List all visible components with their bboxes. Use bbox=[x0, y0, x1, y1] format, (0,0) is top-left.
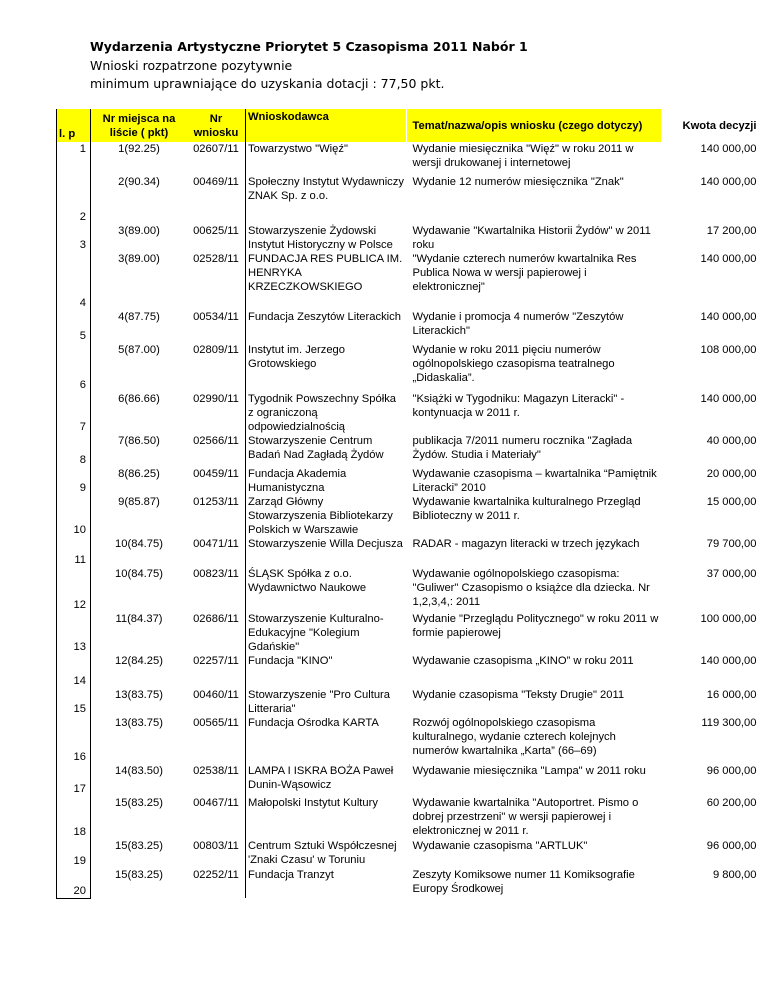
row-topic: Wydanie miesięcznika "Więź" w roku 2011 w wersji drukowanej i internetowej bbox=[412, 143, 634, 169]
row-rank: 14(83.50) bbox=[115, 765, 163, 777]
row-application-number: 00803/11 bbox=[187, 839, 246, 868]
row-lp: 20 bbox=[57, 868, 91, 898]
table-row bbox=[57, 839, 763, 868]
col-topic-header: Temat/nazwa/opis wniosku (czego dotyczy) bbox=[407, 109, 661, 142]
row-application-number: 00565/11 bbox=[187, 716, 246, 764]
row-lp: 7 bbox=[57, 392, 91, 434]
table-row bbox=[57, 567, 763, 612]
row-applicant: Społeczny Instytut Wydawniczy ZNAK Sp. z o.o. bbox=[248, 176, 404, 202]
table-row bbox=[57, 495, 763, 537]
row-lp: 10 bbox=[57, 495, 91, 537]
row-application-number: 00823/11 bbox=[187, 567, 246, 612]
row-application-number: 00469/11 bbox=[187, 175, 246, 224]
row-amount: 20 000,00 bbox=[706, 468, 757, 480]
table-row bbox=[57, 537, 763, 567]
row-amount: 60 200,00 bbox=[706, 797, 757, 809]
row-rank: 10(84.75) bbox=[115, 538, 163, 550]
row-topic: Wydawanie "Kwartalnika Historii Żydów" w 2011 roku bbox=[412, 225, 651, 251]
row-rank: 2(90.34) bbox=[118, 176, 160, 188]
row-topic: Wydanie "Przeglądu Politycznego" w roku 2011 w formie papierowej bbox=[412, 613, 659, 639]
table-row bbox=[57, 654, 763, 688]
row-amount: 140 000,00 bbox=[700, 176, 757, 188]
row-applicant: LAMPA I ISKRA BOŻA Paweł Dunin-Wąsowicz bbox=[248, 765, 394, 791]
row-rank: 13(83.75) bbox=[115, 717, 163, 729]
col-amount-header: Kwota decyzji bbox=[661, 109, 763, 142]
row-applicant: Fundacja "KINO" bbox=[248, 655, 333, 667]
row-topic: Wydawanie czasopisma "ARTLUK" bbox=[412, 840, 588, 852]
row-amount: 9 800,00 bbox=[712, 869, 757, 881]
row-applicant: Towarzystwo "Więź" bbox=[248, 143, 348, 155]
row-application-number: 02607/11 bbox=[187, 142, 246, 175]
row-topic: Zeszyty Komiksowe numer 11 Komiksografie Europy Środkowej bbox=[412, 869, 635, 895]
row-topic: Wydawanie ogólnopolskiego czasopisma: "Guliwer" Czasopismo o książce dla dziecka. Nr 1,2,3,4,: 2011 bbox=[412, 568, 650, 608]
row-rank: 3(89.00) bbox=[118, 225, 160, 237]
row-application-number: 02809/11 bbox=[187, 343, 246, 392]
table-row bbox=[57, 764, 763, 796]
row-lp: 15 bbox=[57, 688, 91, 716]
row-lp: 12 bbox=[57, 567, 91, 612]
table-row bbox=[57, 224, 763, 252]
row-amount: 17 200,00 bbox=[706, 225, 757, 237]
row-lp: 17 bbox=[57, 764, 91, 796]
row-rank: 3(89.00) bbox=[118, 253, 160, 265]
row-amount: 140 000,00 bbox=[700, 253, 757, 265]
row-application-number: 02686/11 bbox=[187, 612, 246, 654]
row-topic: Wydawanie czasopisma – kwartalnika “Pamiętnik Literacki” 2010 bbox=[412, 468, 657, 494]
table-row bbox=[57, 868, 763, 898]
col-nr-header: Nr wniosku bbox=[187, 109, 246, 142]
row-rank: 15(83.25) bbox=[115, 840, 163, 852]
row-topic: "Książki w Tygodniku: Magazyn Literacki" - kontynuacja w 2011 r. bbox=[412, 393, 625, 419]
row-amount: 79 700,00 bbox=[706, 538, 757, 550]
table-header-row bbox=[57, 109, 763, 142]
table-row bbox=[57, 467, 763, 495]
row-topic: "Wydanie czterech numerów kwartalnika Res Publica Nowa w wersji papierowej i elektronicznej" bbox=[412, 253, 637, 293]
row-application-number: 02252/11 bbox=[187, 868, 246, 898]
row-amount: 16 000,00 bbox=[706, 689, 757, 701]
table-row bbox=[57, 175, 763, 224]
row-rank: 8(86.25) bbox=[118, 468, 160, 480]
table-row bbox=[57, 796, 763, 839]
row-applicant: FUNDACJA RES PUBLICA IM. HENRYKA KRZECZKOWSKIEGO bbox=[248, 253, 403, 293]
row-lp: 13 bbox=[57, 612, 91, 654]
row-rank: 12(84.25) bbox=[115, 655, 163, 667]
row-lp: 19 bbox=[57, 839, 91, 868]
row-applicant: Stowarzyszenie Żydowski Instytut Historyczny w Polsce bbox=[248, 225, 393, 251]
row-amount: 108 000,00 bbox=[700, 344, 757, 356]
row-applicant: Instytut im. Jerzego Grotowskiego bbox=[248, 344, 345, 370]
col-rank-header: Nr miejsca na liście ( pkt) bbox=[91, 109, 188, 142]
row-applicant: Stowarzyszenie Centrum Badań Nad Zagładą Żydów bbox=[248, 435, 384, 461]
document-header bbox=[90, 38, 528, 94]
row-application-number: 01253/11 bbox=[187, 495, 246, 537]
col-applicant-header: Wnioskodawca bbox=[246, 109, 407, 142]
row-amount: 40 000,00 bbox=[706, 435, 757, 447]
col-lp-header: l. p bbox=[57, 109, 91, 142]
row-lp: 9 bbox=[57, 467, 91, 495]
row-application-number: 00471/11 bbox=[187, 537, 246, 567]
row-amount: 140 000,00 bbox=[700, 393, 757, 405]
row-topic: RADAR - magazyn literacki w trzech językach bbox=[412, 538, 640, 550]
row-applicant: Stowarzyszenie Willa Decjusza bbox=[248, 538, 403, 550]
table-row bbox=[57, 142, 763, 175]
row-lp: 11 bbox=[57, 537, 91, 567]
row-lp: 16 bbox=[57, 716, 91, 764]
row-topic: Wydanie w roku 2011 pięciu numerów ogólnopolskiego czasopisma teatralnego „Didaskalia”. bbox=[412, 344, 615, 384]
row-lp: 3 bbox=[57, 224, 91, 252]
row-topic: Wydanie 12 numerów miesięcznika "Znak" bbox=[412, 176, 624, 188]
row-lp: 4 bbox=[57, 252, 91, 310]
table-row bbox=[57, 252, 763, 310]
row-rank: 6(86.66) bbox=[118, 393, 160, 405]
row-applicant: Stowarzyszenie Kulturalno-Edukacyjne "Kolegium Gdańskie" bbox=[248, 613, 384, 653]
row-lp: 14 bbox=[57, 654, 91, 688]
row-amount: 119 300,00 bbox=[701, 717, 757, 729]
row-amount: 140 000,00 bbox=[700, 143, 757, 155]
row-topic: Wydawanie kwartalnika "Autoportret. Pismo o dobrej przestrzeni" w wersji papierowej i elektronicznej w 2011 r. bbox=[412, 797, 639, 837]
doc-title: Wydarzenia Artystyczne Priorytet 5 Czasopisma 2011 Nabór 1 bbox=[90, 39, 528, 54]
row-application-number: 00460/11 bbox=[187, 688, 246, 716]
row-applicant: Małopolski Instytut Kultury bbox=[248, 797, 378, 809]
table-row bbox=[57, 688, 763, 716]
row-application-number: 02538/11 bbox=[187, 764, 246, 796]
table-row bbox=[57, 343, 763, 392]
row-application-number: 00467/11 bbox=[187, 796, 246, 839]
row-lp: 6 bbox=[57, 343, 91, 392]
row-application-number: 02257/11 bbox=[187, 654, 246, 688]
row-applicant: Fundacja Tranzyt bbox=[248, 869, 334, 881]
row-amount: 96 000,00 bbox=[706, 765, 757, 777]
table-row bbox=[57, 716, 763, 764]
row-application-number: 02990/11 bbox=[187, 392, 246, 434]
row-rank: 4(87.75) bbox=[118, 311, 160, 323]
row-rank: 9(85.87) bbox=[118, 496, 160, 508]
row-amount: 15 000,00 bbox=[706, 496, 757, 508]
grants-table bbox=[56, 109, 763, 899]
row-rank: 15(83.25) bbox=[115, 869, 163, 881]
row-lp: 2 bbox=[57, 175, 91, 224]
row-applicant: Tygodnik Powszechny Spółka z ograniczoną odpowiedzialnością bbox=[248, 393, 397, 433]
row-amount: 96 000,00 bbox=[706, 840, 757, 852]
row-applicant: Stowarzyszenie "Pro Cultura Litteraria" bbox=[248, 689, 391, 715]
row-topic: Wydawanie kwartalnika kulturalnego Przegląd Biblioteczny w 2011 r. bbox=[412, 496, 641, 522]
row-lp: 8 bbox=[57, 434, 91, 467]
row-topic: Rozwój ogólnopolskiego czasopisma kulturalnego, wydanie czterech kolejnych numerów kwartalnika „Karta” (66–69) bbox=[412, 717, 616, 757]
row-applicant: Centrum Sztuki Współczesnej 'Znaki Czasu' w Toruniu bbox=[248, 840, 397, 866]
row-topic: Wydawanie miesięcznika "Lampa" w 2011 roku bbox=[412, 765, 646, 777]
row-amount: 140 000,00 bbox=[700, 655, 757, 667]
row-topic: Wydanie czasopisma "Teksty Drugie" 2011 bbox=[412, 689, 625, 701]
row-application-number: 00534/11 bbox=[187, 310, 246, 343]
row-applicant: Fundacja Ośrodka KARTA bbox=[248, 717, 379, 729]
table-row bbox=[57, 612, 763, 654]
row-application-number: 02528/11 bbox=[187, 252, 246, 310]
row-applicant: Fundacja Akademia Humanistyczna bbox=[248, 468, 347, 494]
row-rank: 5(87.00) bbox=[118, 344, 160, 356]
row-rank: 15(83.25) bbox=[115, 797, 163, 809]
row-rank: 10(84.75) bbox=[115, 568, 163, 580]
row-application-number: 00625/11 bbox=[187, 224, 246, 252]
row-rank: 1(92.25) bbox=[118, 143, 160, 155]
row-applicant: Fundacja Zeszytów Literackich bbox=[248, 311, 401, 323]
row-amount: 140 000,00 bbox=[700, 311, 757, 323]
row-topic: Wydawanie czasopisma „KINO” w roku 2011 bbox=[412, 655, 634, 667]
table-row bbox=[57, 310, 763, 343]
row-amount: 100 000,00 bbox=[700, 613, 757, 625]
row-lp: 1 bbox=[57, 142, 91, 175]
row-topic: Wydanie i promocja 4 numerów "Zeszytów Literackich" bbox=[412, 311, 624, 337]
table-row bbox=[57, 434, 763, 467]
row-rank: 11(84.37) bbox=[115, 613, 163, 625]
row-rank: 7(86.50) bbox=[118, 435, 160, 447]
row-applicant: Zarząd Główny Stowarzyszenia Bibliotekarzy Polskich w Warszawie bbox=[248, 496, 393, 536]
row-rank: 13(83.75) bbox=[115, 689, 163, 701]
row-application-number: 00459/11 bbox=[187, 467, 246, 495]
table-row bbox=[57, 392, 763, 434]
row-topic: publikacja 7/2011 numeru rocznika "Zagłada Żydów. Studia i Materiały" bbox=[412, 435, 633, 461]
row-applicant: ŚLĄSK Spółka z o.o. Wydawnictwo Naukowe bbox=[248, 568, 367, 594]
row-lp: 5 bbox=[57, 310, 91, 343]
row-application-number: 02566/11 bbox=[187, 434, 246, 467]
doc-subtitle: Wnioski rozpatrzone pozytywnie bbox=[90, 57, 293, 73]
row-lp: 18 bbox=[57, 796, 91, 839]
row-amount: 37 000,00 bbox=[706, 568, 757, 580]
doc-threshold: minimum uprawniające do uzyskania dotacji : 77,50 pkt. bbox=[90, 76, 445, 91]
